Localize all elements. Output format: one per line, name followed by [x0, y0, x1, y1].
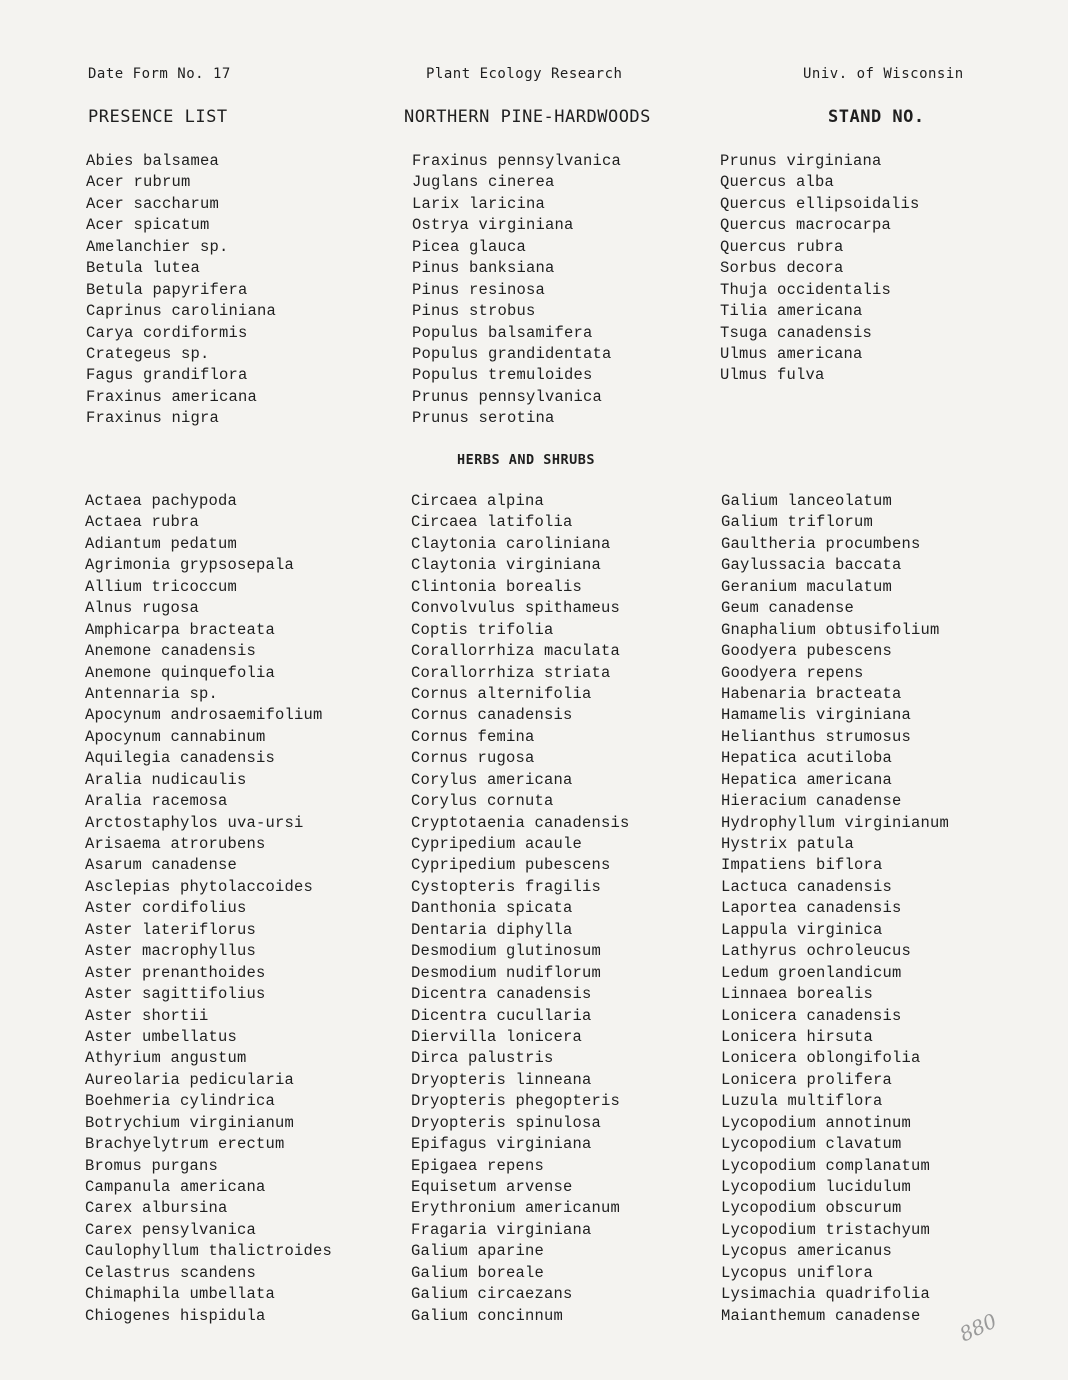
department-name: Plant Ecology Research: [426, 66, 623, 82]
species-entry: Cornus alternifolia: [411, 684, 592, 703]
species-entry: Luzula multiflora: [721, 1092, 883, 1111]
herb-species-column-2: [411, 491, 630, 1327]
species-entry: Chimaphila umbellata: [85, 1285, 276, 1304]
species-entry: Galium lanceolatum: [721, 492, 893, 510]
species-entry: Dicentra canadensis: [411, 985, 592, 1004]
form-number: Date Form No. 17: [88, 66, 231, 82]
species-entry: Botrychium virginianum: [85, 1113, 295, 1132]
species-entry: Carex pensylvanica: [85, 1220, 257, 1239]
species-entry: Galium concinnum: [411, 1306, 564, 1325]
species-entry: Galium triflorum: [721, 513, 874, 532]
species-entry: Prunus pennsylvanica: [412, 387, 603, 406]
species-entry: Lycopodium clavatum: [721, 1135, 902, 1154]
species-entry: Ulmus fulva: [720, 366, 825, 385]
species-entry: Hepatica americana: [721, 770, 893, 789]
species-entry: Acer rubrum: [86, 173, 191, 192]
species-entry: Habenaria bracteata: [721, 684, 902, 703]
species-entry: Aquilegia canadensis: [85, 749, 276, 768]
species-entry: Crategeus sp.: [86, 344, 210, 363]
species-entry: Quercus ellipsoidalis: [720, 194, 920, 213]
species-entry: Boehmeria cylindrica: [85, 1092, 276, 1111]
species-entry: Quercus rubra: [720, 237, 844, 256]
species-entry: Aralia racemosa: [85, 792, 228, 811]
tree-species-column-2: [412, 151, 621, 430]
species-entry: Corallorrhiza striata: [411, 663, 611, 682]
species-entry: Dryopteris phegopteris: [411, 1092, 621, 1111]
species-entry: Galium boreale: [411, 1263, 545, 1282]
species-entry: Cystopteris fragilis: [411, 877, 602, 896]
species-entry: Lycopodium complanatum: [721, 1156, 931, 1175]
species-entry: Campanula americana: [85, 1178, 266, 1196]
species-entry: Sorbus decora: [720, 259, 844, 278]
species-entry: Populus tremuloides: [412, 366, 593, 385]
species-entry: Dentaria diphylla: [411, 920, 573, 939]
species-entry: Gaylussacia baccata: [721, 556, 902, 575]
species-entry: Betula lutea: [86, 259, 201, 278]
species-entry: Cypripedium pubescens: [411, 856, 611, 875]
species-entry: Arctostaphylos uva-ursi: [85, 813, 304, 832]
species-entry: Athyrium angustum: [85, 1049, 247, 1068]
species-entry: Lappula virginica: [721, 920, 883, 939]
species-entry: Celastrus scandens: [85, 1263, 257, 1282]
species-entry: Circaea alpina: [411, 492, 545, 510]
species-entry: Abies balsamea: [86, 152, 220, 170]
species-entry: Fraxinus nigra: [86, 409, 220, 428]
species-entry: Brachyelytrum erectum: [85, 1135, 285, 1154]
species-entry: Galium circaezans: [411, 1285, 573, 1304]
species-entry: Actaea rubra: [85, 513, 200, 532]
species-entry: Quercus alba: [720, 173, 835, 192]
species-entry: Prunus virginiana: [720, 152, 882, 170]
species-entry: Ledum groenlandicum: [721, 963, 902, 982]
species-entry: Galium aparine: [411, 1242, 545, 1261]
pencil-note-text: 880: [955, 1308, 1001, 1347]
species-entry: Aralia nudicaulis: [85, 770, 247, 789]
species-entry: Helianthus strumosus: [721, 727, 912, 746]
species-entry: Quercus macrocarpa: [720, 216, 892, 235]
species-entry: Fraxinus pennsylvanica: [412, 152, 622, 170]
species-entry: Aureolaria pedicularia: [85, 1070, 295, 1089]
species-entry: Aster shortii: [85, 1006, 209, 1025]
species-entry: Linnaea borealis: [721, 985, 874, 1004]
species-entry: Gaultheria procumbens: [721, 534, 921, 553]
community-title: NORTHERN PINE-HARDWOODS: [404, 107, 651, 127]
university-name: Univ. of Wisconsin: [803, 66, 964, 82]
species-entry: Pinus resinosa: [412, 280, 546, 299]
species-entry: Dirca palustris: [411, 1049, 554, 1068]
species-entry: Hepatica acutiloba: [721, 749, 893, 768]
species-entry: Erythronium americanum: [411, 1199, 621, 1218]
species-entry: Corylus americana: [411, 770, 573, 789]
species-entry: Ostrya virginiana: [412, 216, 574, 235]
species-entry: Cypripedium acaule: [411, 835, 583, 853]
species-entry: Asclepias phytolaccoides: [85, 877, 314, 896]
species-entry: Betula papyrifera: [86, 280, 248, 299]
species-entry: Desmodium nudiflorum: [411, 963, 602, 982]
species-entry: Corylus cornuta: [411, 792, 554, 811]
species-entry: Dryopteris spinulosa: [411, 1113, 602, 1132]
species-entry: Maianthemum canadense: [721, 1306, 921, 1325]
species-entry: Lonicera oblongifolia: [721, 1049, 921, 1068]
species-entry: Lonicera canadensis: [721, 1006, 902, 1025]
species-entry: Laportea canadensis: [721, 899, 902, 918]
herb-species-column-3: [721, 491, 949, 1327]
species-entry: Tilia americana: [720, 302, 863, 321]
species-entry: Prunus serotina: [412, 409, 555, 428]
species-entry: Agrimonia grypsosepala: [85, 556, 295, 575]
species-entry: Circaea latifolia: [411, 513, 573, 532]
species-entry: Lycopodium obscurum: [721, 1199, 902, 1218]
species-entry: Danthonia spicata: [411, 899, 573, 918]
species-entry: Populus balsamifera: [412, 323, 593, 342]
species-entry: Epigaea repens: [411, 1156, 545, 1175]
species-entry: Acer spicatum: [86, 216, 210, 235]
species-entry: Cryptotaenia canadensis: [411, 813, 630, 832]
species-entry: Lycopus uniflora: [721, 1263, 874, 1282]
species-entry: Claytonia caroliniana: [411, 534, 611, 553]
species-entry: Anemone canadensis: [85, 642, 257, 661]
species-entry: Diervilla lonicera: [411, 1027, 583, 1046]
species-entry: Lycopodium lucidulum: [721, 1178, 912, 1196]
species-entry: Apocynum androsaemifolium: [85, 706, 323, 725]
species-entry: Thuja occidentalis: [720, 280, 892, 299]
species-entry: Allium tricoccum: [85, 577, 238, 596]
species-entry: Cornus canadensis: [411, 706, 573, 725]
species-entry: Lonicera prolifera: [721, 1070, 893, 1089]
species-entry: Hydrophyllum virginianum: [721, 813, 950, 832]
species-entry: Alnus rugosa: [85, 599, 200, 618]
species-entry: Lysimachia quadrifolia: [721, 1285, 931, 1304]
list-type-title: PRESENCE LIST: [88, 107, 228, 127]
species-entry: Cornus rugosa: [411, 749, 535, 768]
species-entry: Populus grandidentata: [412, 344, 612, 363]
species-entry: Pinus strobus: [412, 302, 536, 321]
species-entry: Claytonia virginiana: [411, 556, 602, 575]
species-entry: Larix laricina: [412, 194, 546, 213]
species-entry: Amelanchier sp.: [86, 237, 229, 256]
species-entry: Actaea pachypoda: [85, 492, 238, 510]
species-entry: Arisaema atrorubens: [85, 835, 266, 853]
species-entry: Convolvulus spithameus: [411, 599, 621, 618]
species-entry: Lathyrus ochroleucus: [721, 942, 912, 961]
species-entry: Pinus banksiana: [412, 259, 555, 278]
species-entry: Adiantum pedatum: [85, 534, 238, 553]
species-entry: Lycopodium annotinum: [721, 1113, 912, 1132]
species-entry: Impatiens biflora: [721, 856, 883, 875]
tree-species-column-3: [720, 151, 920, 387]
species-entry: Hystrix patula: [721, 835, 855, 853]
species-entry: Fragaria virginiana: [411, 1220, 592, 1239]
species-entry: Anemone quinquefolia: [85, 663, 276, 682]
herb-species-column-1: [85, 491, 332, 1327]
stand-number-label: STAND NO.: [828, 107, 925, 127]
species-entry: Goodyera repens: [721, 663, 864, 682]
species-entry: Ulmus americana: [720, 344, 863, 363]
species-entry: Caulophyllum thalictroides: [85, 1242, 333, 1261]
species-entry: Clintonia borealis: [411, 577, 583, 596]
species-entry: Aster lateriflorus: [85, 920, 257, 939]
species-entry: Aster macrophyllus: [85, 942, 257, 961]
species-entry: Hieracium canadense: [721, 792, 902, 811]
species-entry: Corallorrhiza maculata: [411, 642, 621, 661]
species-entry: Aster umbellatus: [85, 1027, 238, 1046]
species-entry: Geum canadense: [721, 599, 855, 618]
handwritten-pencil-note: [954, 1308, 1001, 1347]
species-entry: Equisetum arvense: [411, 1178, 573, 1196]
species-entry: Antennaria sp.: [85, 684, 219, 703]
herbs-shrubs-heading: HERBS AND SHRUBS: [457, 452, 596, 468]
species-entry: Gnaphalium obtusifolium: [721, 620, 940, 639]
species-entry: Aster sagittifolius: [85, 985, 266, 1004]
species-entry: Lonicera hirsuta: [721, 1027, 874, 1046]
species-entry: Fagus grandiflora: [86, 366, 248, 385]
species-entry: Dryopteris linneana: [411, 1070, 592, 1089]
species-entry: Picea glauca: [412, 237, 527, 256]
species-entry: Juglans cinerea: [412, 173, 555, 192]
species-entry: Coptis trifolia: [411, 620, 554, 639]
species-entry: Lycopus americanus: [721, 1242, 893, 1261]
species-entry: Cornus femina: [411, 727, 535, 746]
species-entry: Caprinus caroliniana: [86, 302, 277, 321]
species-entry: Chiogenes hispidula: [85, 1306, 266, 1325]
species-entry: Fraxinus americana: [86, 387, 258, 406]
species-entry: Carya cordiformis: [86, 323, 248, 342]
species-entry: Goodyera pubescens: [721, 642, 893, 661]
species-entry: Desmodium glutinosum: [411, 942, 602, 961]
species-entry: Acer saccharum: [86, 194, 220, 213]
species-entry: Lycopodium tristachyum: [721, 1220, 931, 1239]
species-entry: Epifagus virginiana: [411, 1135, 592, 1154]
species-entry: Carex albursina: [85, 1199, 228, 1218]
species-entry: Hamamelis virginiana: [721, 706, 912, 725]
species-entry: Amphicarpa bracteata: [85, 620, 276, 639]
tree-species-column-1: [86, 151, 276, 430]
species-entry: Tsuga canadensis: [720, 323, 873, 342]
species-entry: Asarum canadense: [85, 856, 238, 875]
species-entry: Bromus purgans: [85, 1156, 219, 1175]
species-entry: Aster cordifolius: [85, 899, 247, 918]
species-entry: Lactuca canadensis: [721, 877, 893, 896]
species-entry: Geranium maculatum: [721, 577, 893, 596]
species-entry: Aster prenanthoides: [85, 963, 266, 982]
species-entry: Dicentra cucullaria: [411, 1006, 592, 1025]
species-entry: Apocynum cannabinum: [85, 727, 266, 746]
